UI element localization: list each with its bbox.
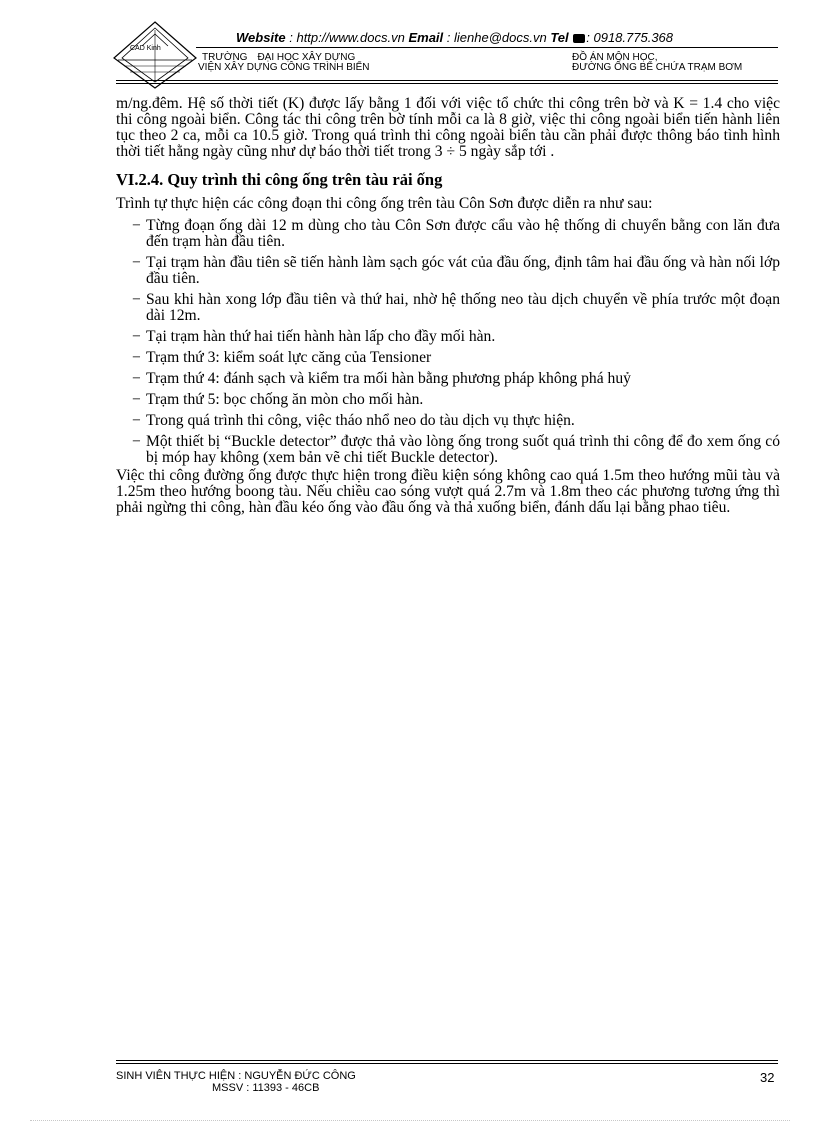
list-item: − Sau khi hàn xong lớp đầu tiên và thứ hai, nhờ hệ thống neo tàu dịch chuyển về phía trước một đoạn dài 12m. bbox=[132, 291, 780, 324]
dash-bullet: − bbox=[132, 328, 141, 345]
header-project: ĐƯỜNG ỐNG BỂ CHỨA TRẠM BƠM bbox=[572, 62, 743, 73]
list-item: − Tại trạm hàn đầu tiên sẽ tiến hành làm sạch góc vát của đầu ống, định tâm hai đầu ống và hàn nối lớp đầu tiên. bbox=[132, 254, 780, 287]
footer-mssv: MSSV : 11393 - 46CB bbox=[212, 1082, 320, 1094]
contact-line bbox=[236, 30, 673, 45]
footer-double-rule-top bbox=[116, 1060, 778, 1061]
list-item: − Từng đoạn ống dài 12 m dùng cho tàu Côn Sơn được cẩu vào hệ thống di chuyển bằng con lăn đưa đến trạm hàn đầu tiên. bbox=[132, 217, 780, 250]
document-body bbox=[116, 96, 780, 516]
paragraph-intro: Trình tự thực hiện các công đoạn thi công ống trên tàu Côn Sơn được diễn ra như sau: bbox=[116, 195, 653, 212]
header-left bbox=[174, 53, 370, 73]
phone-icon bbox=[573, 34, 585, 43]
header-course: ĐỒ ÁN MÔN HỌC, bbox=[572, 52, 658, 63]
paragraph-wave-conditions: Việc thi công đường ống được thực hiện trong điều kiện sóng không cao quá 1.5m theo hướng mũi tàu và 1.25m theo hướng boong tàu. Nếu chiều cao sóng vượt quá 2.7m và 1.8m theo các phương tương ứng thì phải ngừng thi công, hàn đầu kéo ống vào đầu ống và thả xuống biển, đánh dấu lại bằng phao tiêu. bbox=[116, 467, 780, 516]
dash-bullet: − bbox=[132, 349, 141, 366]
list-item: − Trạm thứ 3: kiểm soát lực căng của Tensioner bbox=[132, 349, 432, 366]
header-truong: TRƯỜNG bbox=[202, 52, 248, 63]
page-number: 32 bbox=[760, 1070, 775, 1085]
dash-bullet: − bbox=[132, 291, 141, 308]
header-double-rule-bottom bbox=[116, 83, 778, 84]
list-item: − Một thiết bị “Buckle detector” được thả vào lòng ống trong suốt quá trình thi công để đo xem ống có bị móp hay không (xem bản vẽ chi tiết Buckle detector). bbox=[132, 433, 780, 466]
header-divider bbox=[196, 47, 778, 48]
email-label: Email bbox=[408, 30, 444, 45]
footer-student-info bbox=[116, 1070, 356, 1094]
list-item: − Tại trạm hàn thứ hai tiến hành hàn lấp cho đầy mối hàn. bbox=[132, 328, 496, 345]
dash-bullet: − bbox=[132, 412, 141, 429]
dash-bullet: − bbox=[132, 433, 141, 450]
section-heading: VI.2.4. Quy trình thi công ống trên tàu rải ống bbox=[116, 170, 443, 189]
tel-value: : 0918.775.368 bbox=[586, 30, 674, 45]
tel-label: Tel bbox=[550, 30, 569, 45]
dash-bullet: − bbox=[132, 370, 141, 387]
page-bottom-dotted-line bbox=[30, 1120, 790, 1121]
list-item: − Trạm thứ 4: đánh sạch và kiểm tra mối hàn bằng phương pháp không phá huỷ bbox=[132, 370, 631, 387]
dash-bullet: − bbox=[132, 254, 141, 271]
email-value: : lienhe@docs.vn bbox=[446, 30, 547, 45]
footer-double-rule-bottom bbox=[116, 1063, 778, 1064]
header-double-rule-top bbox=[116, 80, 778, 81]
website-label: Website bbox=[236, 30, 286, 45]
dash-bullet: − bbox=[132, 217, 141, 234]
logo-text: CAD Kinh bbox=[130, 45, 161, 52]
procedure-list bbox=[116, 218, 780, 466]
paragraph-weather: m/ng.đêm. Hệ số thời tiết (K) được lấy bằng 1 đối với việc tổ chức thi công trên bờ và K = 1.4 cho việc thi công ngoài biển. Công tác thi công trên bờ tính mỗi ca là 8 giờ, việc thi công ngoài biển tiến hành liên tục theo 2 ca, mỗi ca 10.5 giờ. Trong quá trình thi công ngoài biển tàu cần phải được thông báo tình hình thời tiết hằng ngày cũng như dự báo thời tiết trong 3 ÷ 5 ngày sắp tới . bbox=[116, 95, 780, 160]
list-item: − Trạm thứ 5: bọc chống ăn mòn cho mối hàn. bbox=[132, 391, 424, 408]
dash-bullet: − bbox=[132, 391, 141, 408]
header-institute: VIỆN XÂY DỰNG CÔNG TRÌNH BIỂN bbox=[198, 62, 370, 73]
website-value: : http://www.docs.vn bbox=[289, 30, 405, 45]
footer-student: SINH VIÊN THỰC HIỆN : NGUYỄN ĐỨC CÔNG bbox=[116, 1070, 356, 1082]
header-right bbox=[572, 53, 742, 73]
list-item: − Trong quá trình thi công, việc tháo nhổ neo do tàu dịch vụ thực hiện. bbox=[132, 412, 575, 429]
header-university: ĐẠI HỌC XÂY DỰNG bbox=[257, 52, 356, 63]
